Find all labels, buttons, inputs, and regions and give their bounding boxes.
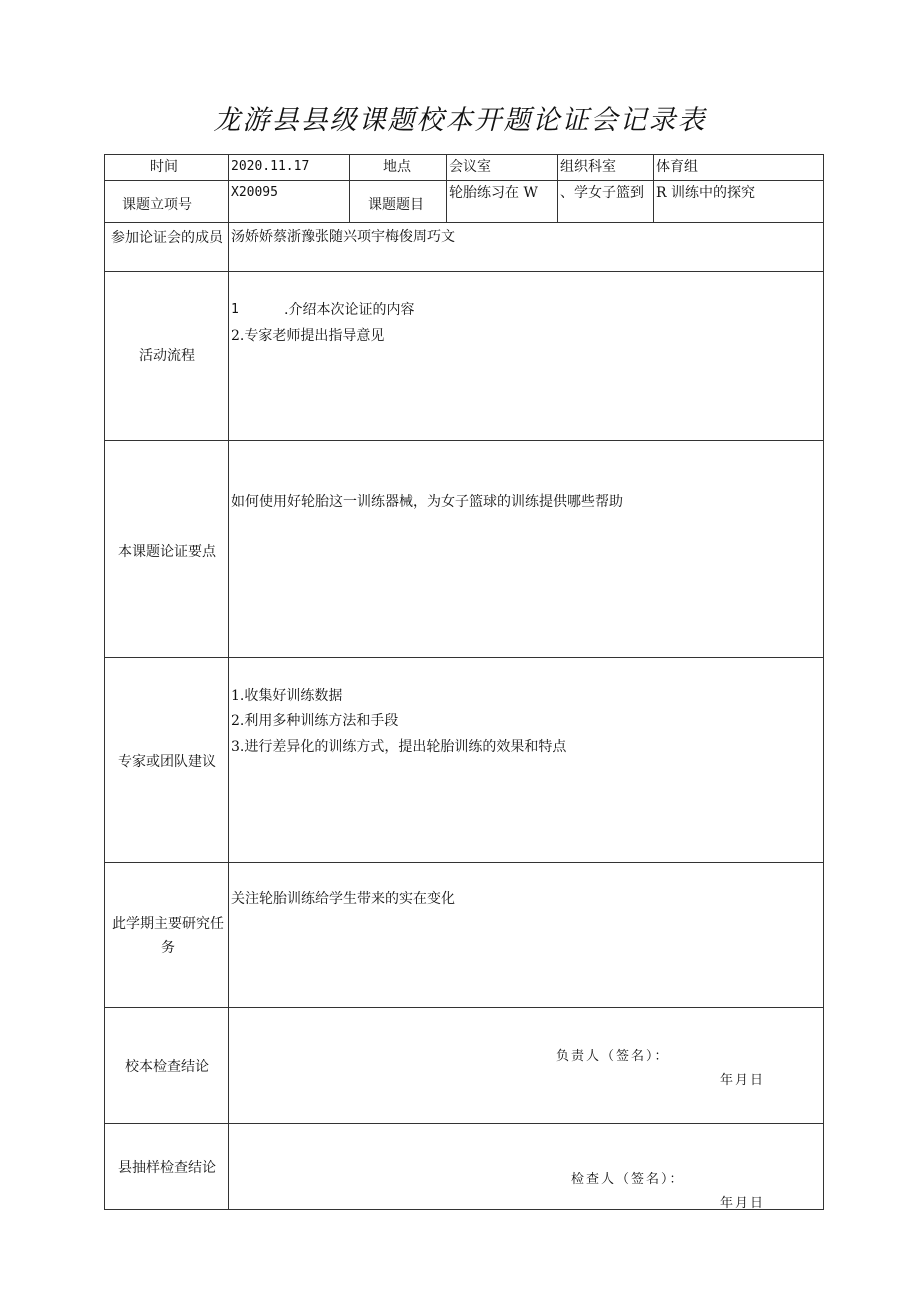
row-divider xyxy=(104,440,824,441)
column-divider xyxy=(653,154,654,222)
row-divider xyxy=(104,862,824,863)
school-check-label: 校本检查结论 xyxy=(125,1059,209,1075)
advice-item: 1.收集好训练数据 xyxy=(231,688,343,704)
members-label: 参加论证会的成员 xyxy=(111,230,223,246)
row-divider xyxy=(104,1007,824,1008)
page-title: 龙游县县级课题校本开题论证会记录表 xyxy=(213,105,707,136)
project-id-value: X20095 xyxy=(231,185,278,200)
advice-item: 3.进行差异化的训练方式，提出轮胎训练的效果和特点 xyxy=(231,739,567,755)
row-divider xyxy=(104,1123,824,1124)
time-label: 时间 xyxy=(150,159,178,175)
county-check-date: 年月日 xyxy=(720,1196,766,1211)
county-check-signer: 检查人（签名）： xyxy=(571,1172,685,1187)
process-label: 活动流程 xyxy=(139,348,195,364)
group-value: 体育组 xyxy=(656,159,698,175)
county-check-label: 县抽样检查结论 xyxy=(118,1160,216,1176)
org-value: 组织科室 xyxy=(560,159,616,175)
place-label: 地点 xyxy=(383,159,411,175)
column-divider xyxy=(557,154,558,222)
process-item-2: 2.专家老师提出指导意见 xyxy=(231,328,385,344)
topic-part-3: R 训练中的探究 xyxy=(656,185,755,201)
members-value: 汤娇娇蔡浙豫张随兴项宇梅俊周巧文 xyxy=(231,229,455,245)
school-check-date: 年月日 xyxy=(720,1073,766,1088)
key-points-text: 如何使用好轮胎这一训练器械，为女子篮球的训练提供哪些帮助 xyxy=(231,494,623,510)
topic-part-1: 轮胎练习在 W xyxy=(449,185,538,201)
column-divider xyxy=(349,154,350,222)
tasks-label: 此学期主要研究任务 xyxy=(112,916,224,956)
key-points-label: 本课题论证要点 xyxy=(118,544,216,560)
place-value: 会议室 xyxy=(449,159,491,175)
tasks-text: 关注轮胎训练给学生带来的实在变化 xyxy=(231,891,455,907)
advice-label: 专家或团队建议 xyxy=(118,754,216,770)
row-divider xyxy=(104,271,824,272)
column-divider xyxy=(446,154,447,222)
topic-label: 课题题目 xyxy=(368,197,424,213)
process-item-1-number: 1 xyxy=(231,302,239,317)
advice-item: 2.利用多种训练方法和手段 xyxy=(231,713,399,729)
process-item-1: .介绍本次论证的内容 xyxy=(284,302,415,318)
record-table xyxy=(104,154,824,1210)
topic-part-2: 、学女子篮到 xyxy=(560,185,644,201)
row-divider xyxy=(104,222,824,223)
row-divider xyxy=(104,180,824,181)
row-divider xyxy=(104,657,824,658)
project-id-label: 课题立项号 xyxy=(122,197,192,213)
time-value: 2020.11.17 xyxy=(231,159,310,174)
school-check-signer: 负责人（签名）： xyxy=(556,1049,670,1064)
column-divider xyxy=(228,154,229,1210)
